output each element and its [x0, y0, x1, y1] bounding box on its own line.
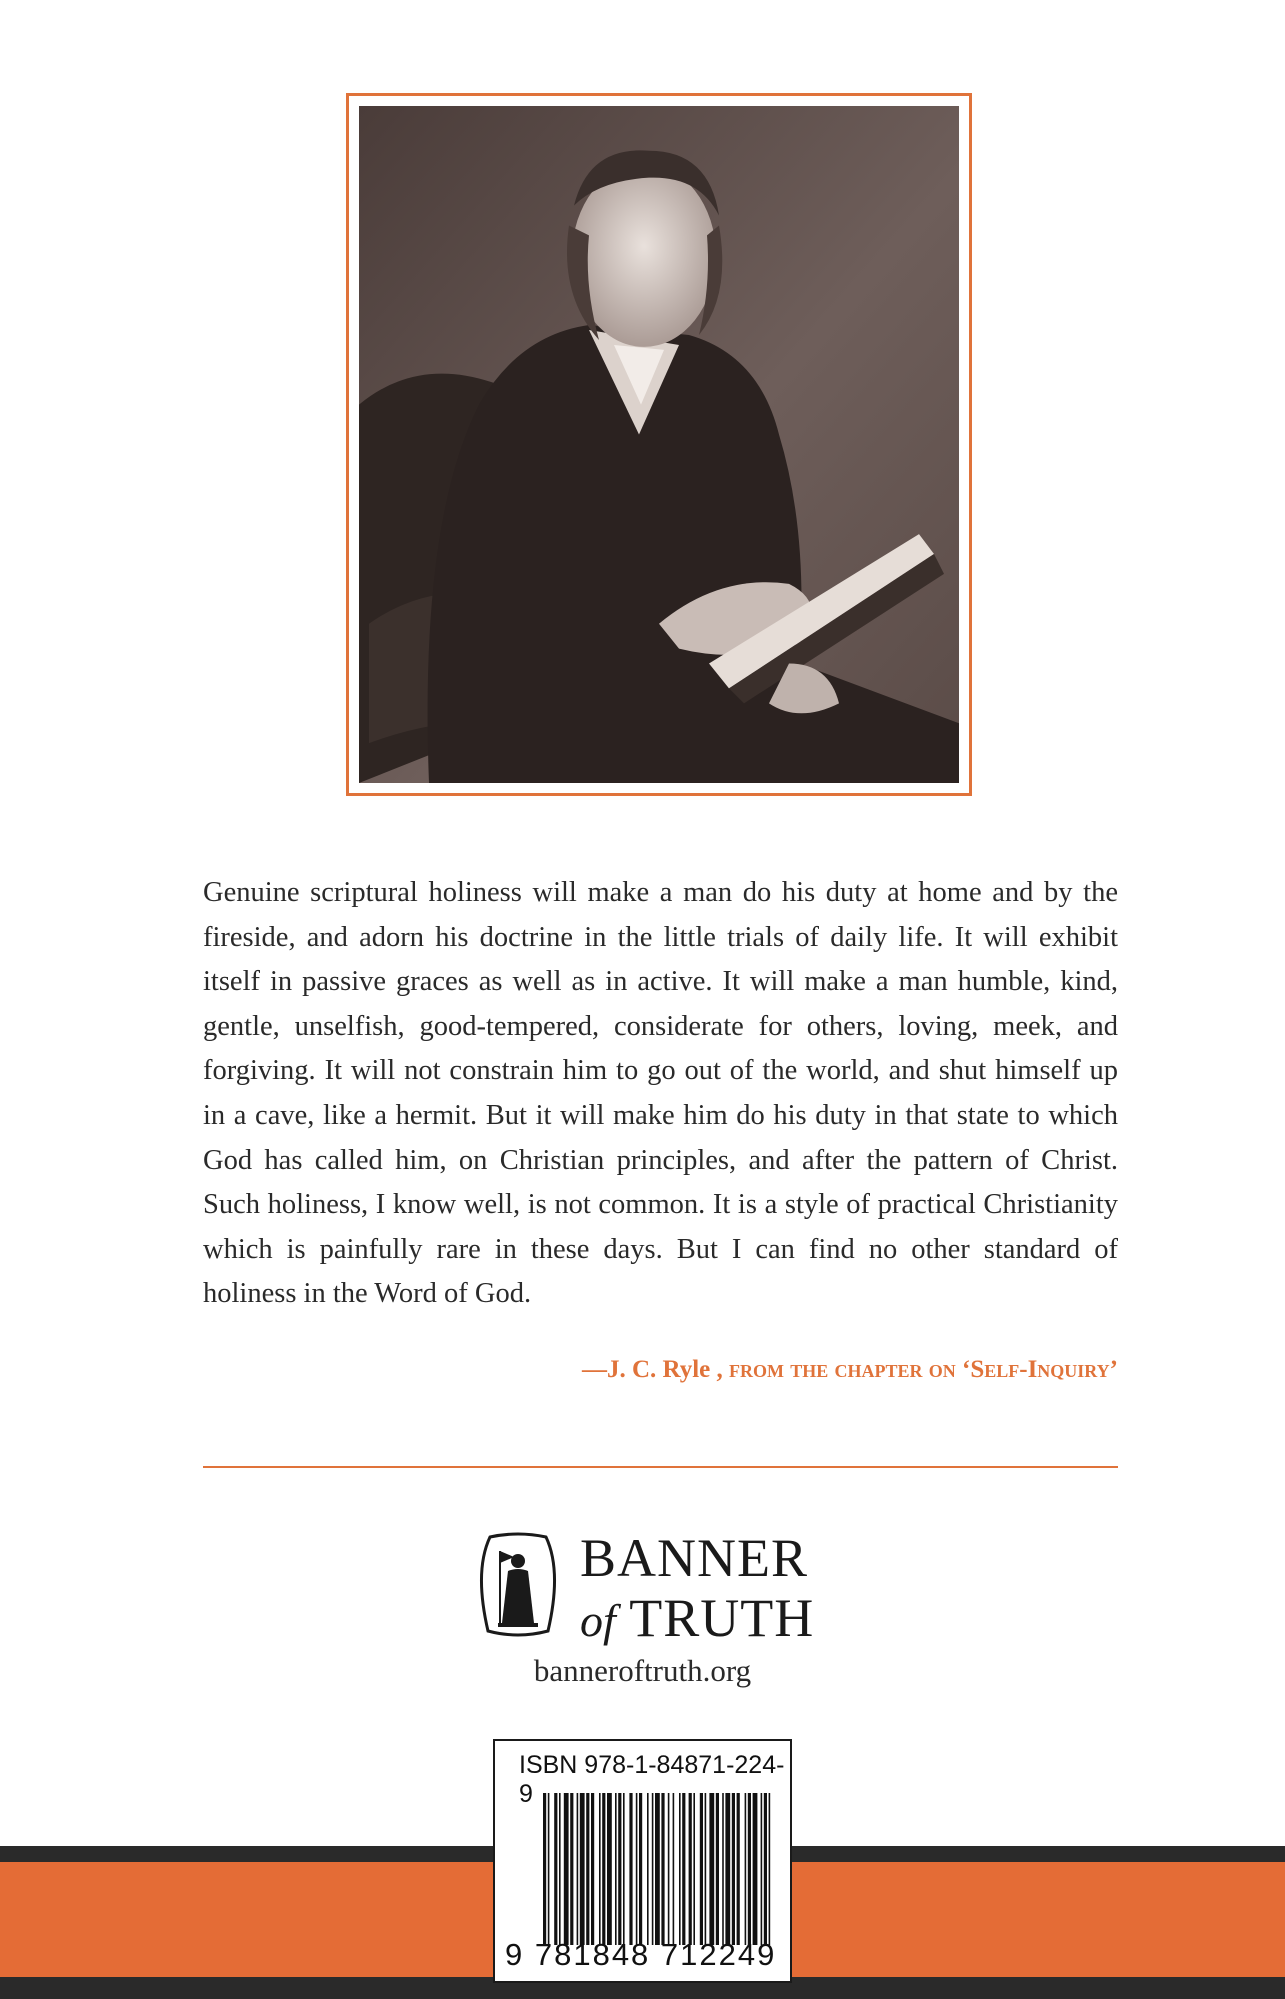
barcode-bar [761, 1793, 763, 1945]
barcode-bar [559, 1793, 561, 1945]
barcode-bar [732, 1793, 735, 1945]
barcode-bars [543, 1793, 775, 1945]
barcode-bar [709, 1793, 714, 1945]
barcode-bar [564, 1793, 569, 1945]
barcode-bar [602, 1793, 605, 1945]
barcode-bar [586, 1793, 589, 1945]
barcode-bar [725, 1793, 730, 1945]
barcode-bar [591, 1793, 594, 1945]
barcode-bar [661, 1793, 664, 1945]
portrait-frame [346, 93, 972, 796]
barcode-bar [668, 1793, 670, 1945]
barcode-bar [639, 1793, 642, 1945]
attribution-source: , from the chapter on ‘Self-Inquiry’ [710, 1356, 1118, 1383]
barcode-bar [689, 1793, 692, 1945]
barcode-bar [753, 1793, 758, 1945]
barcode-bar [554, 1793, 557, 1945]
barcode-bar [629, 1793, 632, 1945]
publisher-website: banneroftruth.org [533, 1653, 752, 1688]
publisher-logo-icon [470, 1531, 566, 1641]
barcode-bar [716, 1793, 719, 1945]
barcode-bar [580, 1793, 585, 1945]
barcode-bar [599, 1793, 601, 1945]
publisher-truth: TRUTH [615, 1588, 815, 1648]
back-cover-quote: Genuine scriptural holiness will make a man do his duty at home and by the fireside, and adorn his doctrine in the little trials of daily life. It will exhibit itself in passive graces as well as in active. It will make a man humble, kind, gentle, unselfish, good-tempered, considerate for others, loving, meek, and forgiving. It will not constrain him to go out of the world, and shut himself up in a cave, like a hermit. But it will make him do his duty in that state to which God has called him, on Christian principles, and after the pattern of Christ. Such holiness, I know well, is not common. It is a style of practical Christianity which is painfully rare in these days. But I can find no other standard of holiness in the Word of God. [203, 877, 1118, 1310]
barcode-bar [700, 1793, 703, 1945]
barcode-bar [764, 1793, 767, 1945]
barcode-bar [682, 1793, 685, 1945]
divider-rule [203, 1466, 1118, 1468]
barcode-bar [769, 1793, 771, 1945]
publisher-name-line1: BANNER [580, 1528, 809, 1588]
barcode-bar [679, 1793, 681, 1945]
barcode-bar [570, 1793, 573, 1945]
barcode-bar [748, 1793, 751, 1945]
attribution-author: J. C. Ryle [606, 1356, 711, 1383]
barcode-bar [577, 1793, 579, 1945]
barcode-bar [745, 1793, 747, 1945]
barcode-bar [543, 1793, 546, 1945]
barcode-bar [693, 1793, 695, 1945]
barcode-bar [655, 1793, 660, 1945]
portrait-engraving [359, 106, 959, 783]
publisher-name-line2 [580, 1588, 880, 1651]
publisher-of: of [580, 1595, 616, 1646]
barcode-bar [737, 1793, 740, 1945]
barcode-digits: 9 781848 712249 [505, 1937, 777, 1972]
isbn-barcode-box [493, 1739, 792, 1983]
barcode-bar [623, 1793, 625, 1945]
publisher-name [580, 1528, 880, 1651]
isbn-label: ISBN 978-1-84871-224-9 [519, 1751, 785, 1808]
author-portrait [359, 106, 959, 783]
barcode-bar [647, 1793, 649, 1945]
attribution-dash: — [581, 1356, 607, 1383]
barcode-bar [618, 1793, 621, 1945]
barcode-bar [705, 1793, 707, 1945]
barcode-bar [722, 1793, 724, 1945]
barcode-bar [615, 1793, 617, 1945]
barcode-bar [548, 1793, 550, 1945]
barcode-bar [652, 1793, 654, 1945]
barcode-bar [673, 1793, 675, 1945]
barcode-bar [607, 1793, 612, 1945]
quote-attribution [203, 1356, 1118, 1384]
barcode-bar [636, 1793, 638, 1945]
